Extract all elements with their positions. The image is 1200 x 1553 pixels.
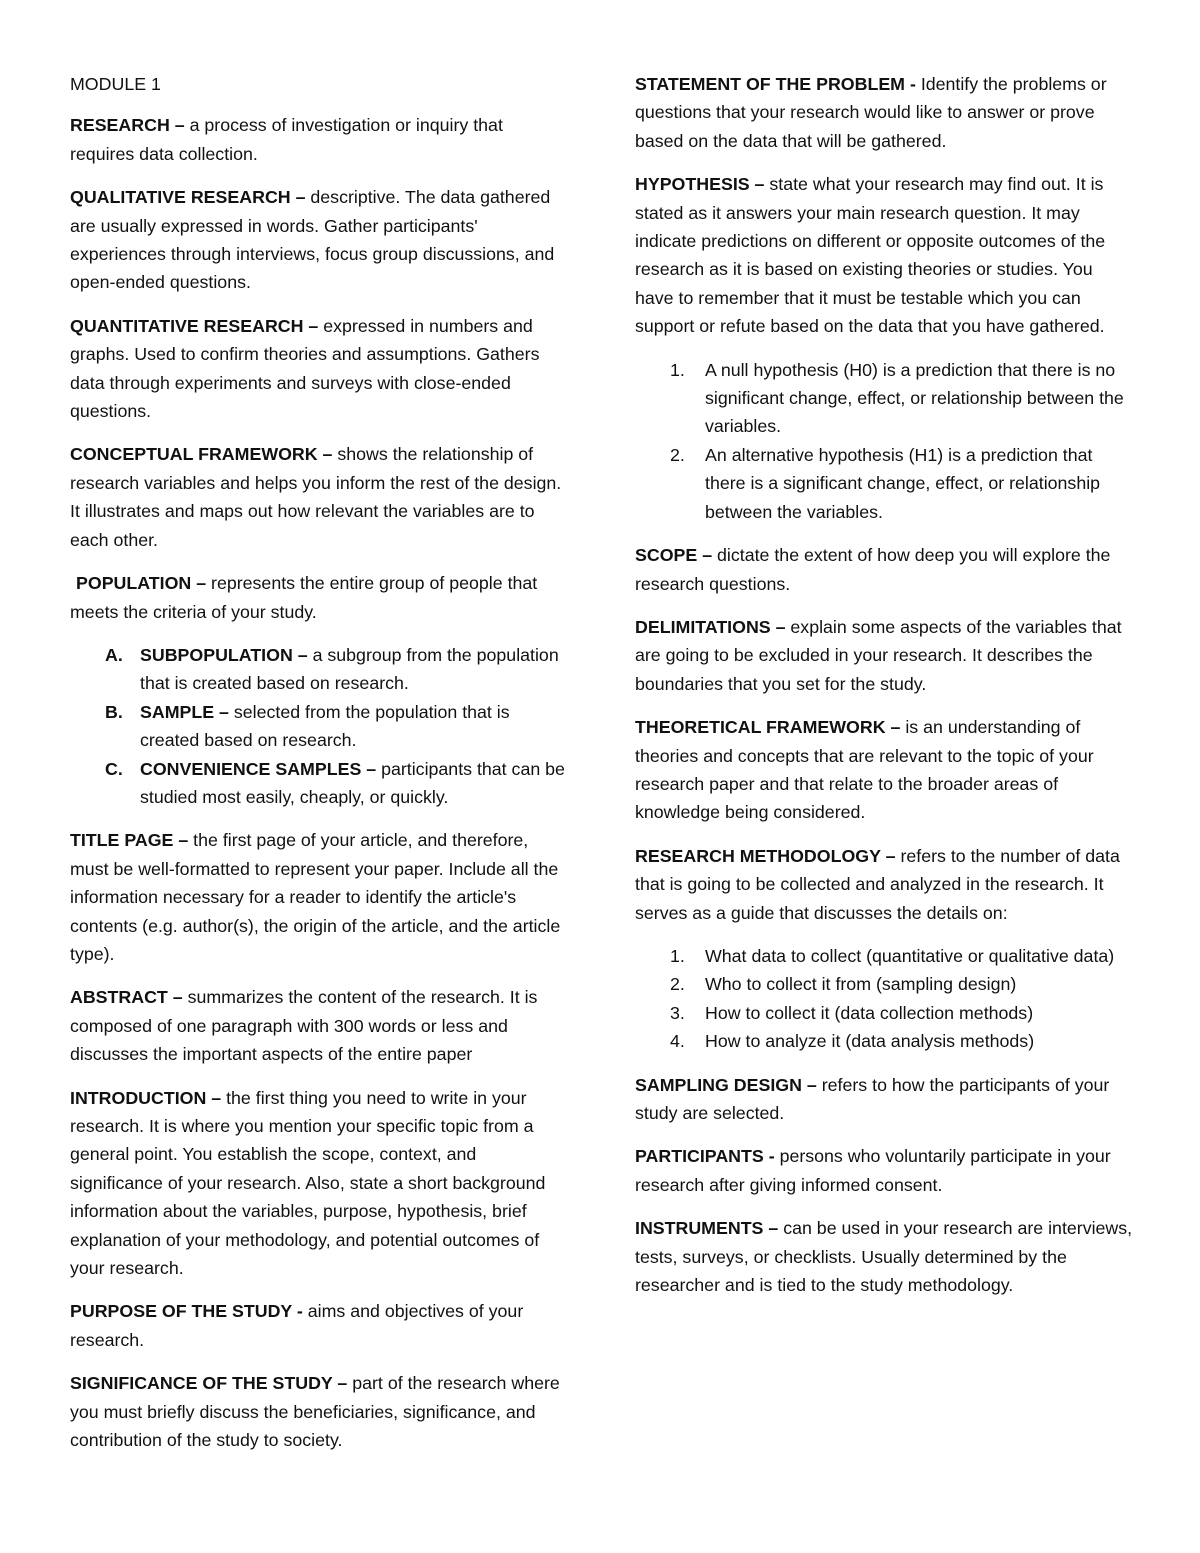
left-column <box>70 70 570 1469</box>
list-item <box>635 970 1135 998</box>
definition-text: the first page of your article, and therefore, must be well-formatted to represent your paper. Include all the information necessary for a reader to identify the article's contents (e.g. author(s), the origin of the article, and the article type). <box>70 830 561 964</box>
term: CONVENIENCE SAMPLES – <box>140 758 382 779</box>
definition-text: selected from the population that is created based on research. <box>140 701 510 751</box>
population-subitems-list <box>70 641 570 811</box>
list-item-text: Who to collect it from (sampling design) <box>705 974 1017 995</box>
definition-research-methodology <box>635 842 1135 927</box>
term: INSTRUMENTS – <box>635 1218 784 1239</box>
list-marker: C. <box>105 758 123 779</box>
list-marker: 1. <box>670 359 685 380</box>
hypothesis-types-list <box>635 356 1135 526</box>
definition-text: a subgroup from the population that is created based on research. <box>140 644 559 694</box>
term: SUBPOPULATION – <box>140 644 313 665</box>
definition-quantitative-research <box>70 312 570 426</box>
term: HYPOTHESIS – <box>635 174 770 195</box>
definition-scope <box>635 541 1135 598</box>
term: PARTICIPANTS - <box>635 1146 780 1167</box>
definition-statement-of-the-problem <box>635 70 1135 155</box>
list-item <box>635 1027 1135 1055</box>
term: QUANTITATIVE RESEARCH – <box>70 315 324 336</box>
term: STATEMENT OF THE PROBLEM - <box>635 74 921 94</box>
list-item <box>635 441 1135 526</box>
definition-text: expressed in numbers and graphs. Used to confirm theories and assumptions. Gathers data through experiments and surveys with close-ended questions. <box>70 315 540 422</box>
methodology-details-list <box>635 942 1135 1056</box>
definition-abstract <box>70 983 570 1068</box>
term: QUALITATIVE RESEARCH – <box>70 187 311 208</box>
list-item-text: What data to collect (quantitative or qualitative data) <box>705 945 1115 966</box>
definition-title-page <box>70 826 570 968</box>
definition-participants <box>635 1142 1135 1199</box>
definition-introduction <box>70 1084 570 1283</box>
list-marker: 4. <box>670 1031 685 1052</box>
term: ABSTRACT – <box>70 987 188 1008</box>
definition-text: refers to the number of data that is going to be collected and analyzed in the research. It serves as a guide that discusses the details on: <box>635 845 1120 923</box>
list-marker: 1. <box>670 945 685 966</box>
list-marker: 3. <box>670 1002 685 1023</box>
definition-theoretical-framework <box>635 713 1135 827</box>
list-item-text: How to collect it (data collection methods) <box>705 1002 1034 1023</box>
list-item <box>70 698 570 755</box>
definition-text: is an understanding of theories and concepts that are relevant to the topic of your research paper and that relate to the broader areas of knowledge being considered. <box>635 717 1094 823</box>
definition-text: the first thing you need to write in your research. It is where you mention your specific topic from a general point. You establish the scope, context, and significance of your research. Also, state a short background information about the variables, purpose, hypothesis, brief explanation of your methodology, and potential outcomes of your research. <box>70 1087 546 1279</box>
list-item-text: An alternative hypothesis (H1) is a prediction that there is a significant change, effect, or relationship between the variables. <box>705 444 1101 522</box>
definition-text: explain some aspects of the variables that are going to be excluded in your research. It describes the boundaries that you set for the study. <box>635 616 1122 694</box>
term: DELIMITATIONS – <box>635 616 791 637</box>
term: RESEARCH METHODOLOGY – <box>635 845 901 866</box>
definition-purpose-of-the-study <box>70 1297 570 1354</box>
term: POPULATION – <box>76 573 212 594</box>
list-marker: A. <box>105 644 123 665</box>
definition-text: state what your research may find out. It is stated as it answers your main research question. It may indicate predictions on different or opposite outcomes of the research as it is based on existing theories or studies. You have to remember that it must be testable which you can support or refute based on the data that you have gathered. <box>635 174 1106 337</box>
definition-text: summarizes the content of the research. It is composed of one paragraph with 300 words or less and discusses the important aspects of the entire paper <box>70 987 538 1065</box>
term: RESEARCH – <box>70 115 190 136</box>
term: THEORETICAL FRAMEWORK – <box>635 717 906 738</box>
definition-hypothesis <box>635 170 1135 340</box>
list-item <box>70 755 570 812</box>
definition-instruments <box>635 1214 1135 1299</box>
list-item-text: A null hypothesis (H0) is a prediction that there is no significant change, effect, or relationship between the variables. <box>705 359 1124 437</box>
definition-sampling-design <box>635 1071 1135 1128</box>
definition-text: descriptive. The data gathered are usually expressed in words. Gather participants' experiences through interviews, focus group discussions, and open-ended questions. <box>70 187 555 293</box>
definition-research <box>70 111 570 168</box>
definition-text: part of the research where you must briefly discuss the beneficiaries, significance, and contribution of the study to society. <box>70 1373 560 1451</box>
right-column <box>635 70 1135 1314</box>
list-item-text: How to analyze it (data analysis methods) <box>705 1031 1035 1052</box>
definition-text: persons who voluntarily participate in your research after giving informed consent. <box>635 1146 1111 1195</box>
definition-text: represents the entire group of people that meets the criteria of your study. <box>70 573 538 622</box>
term: CONCEPTUAL FRAMEWORK – <box>70 444 338 465</box>
definition-text: dictate the extent of how deep you will explore the research questions. <box>635 545 1111 594</box>
definition-significance-of-the-study <box>70 1369 570 1454</box>
definition-text: a process of investigation or inquiry that requires data collection. <box>70 115 503 164</box>
list-marker: 2. <box>670 974 685 995</box>
list-marker: 2. <box>670 444 685 465</box>
term: INTRODUCTION – <box>70 1087 227 1108</box>
definition-qualitative-research <box>70 183 570 297</box>
definition-delimitations <box>635 613 1135 698</box>
definition-text: refers to how the participants of your study are selected. <box>635 1074 1110 1123</box>
definition-text: Identify the problems or questions that your research would like to answer or prove based on the data that will be gathered. <box>635 74 1107 151</box>
list-item <box>635 942 1135 970</box>
term: SAMPLE – <box>140 701 234 722</box>
list-item <box>635 356 1135 441</box>
term: SIGNIFICANCE OF THE STUDY – <box>70 1373 353 1394</box>
list-item <box>70 641 570 698</box>
definition-text: participants that can be studied most easily, cheaply, or quickly. <box>140 758 565 807</box>
definition-text: can be used in your research are interviews, tests, surveys, or checklists. Usually determined by the researcher and is tied to the study methodology. <box>635 1218 1133 1296</box>
term: SAMPLING DESIGN – <box>635 1074 822 1095</box>
term: SCOPE – <box>635 545 718 566</box>
definition-text: aims and objectives of your research. <box>70 1301 524 1350</box>
definition-population <box>70 569 570 626</box>
list-marker: B. <box>105 701 123 722</box>
term: PURPOSE OF THE STUDY - <box>70 1301 308 1322</box>
term: TITLE PAGE – <box>70 830 194 851</box>
module-title: MODULE 1 <box>70 74 161 94</box>
definition-conceptual-framework <box>70 440 570 554</box>
list-item <box>635 999 1135 1027</box>
definition-text: shows the relationship of research variables and helps you inform the rest of the design. It illustrates and maps out how relevant the variables are to each other. <box>70 444 562 550</box>
